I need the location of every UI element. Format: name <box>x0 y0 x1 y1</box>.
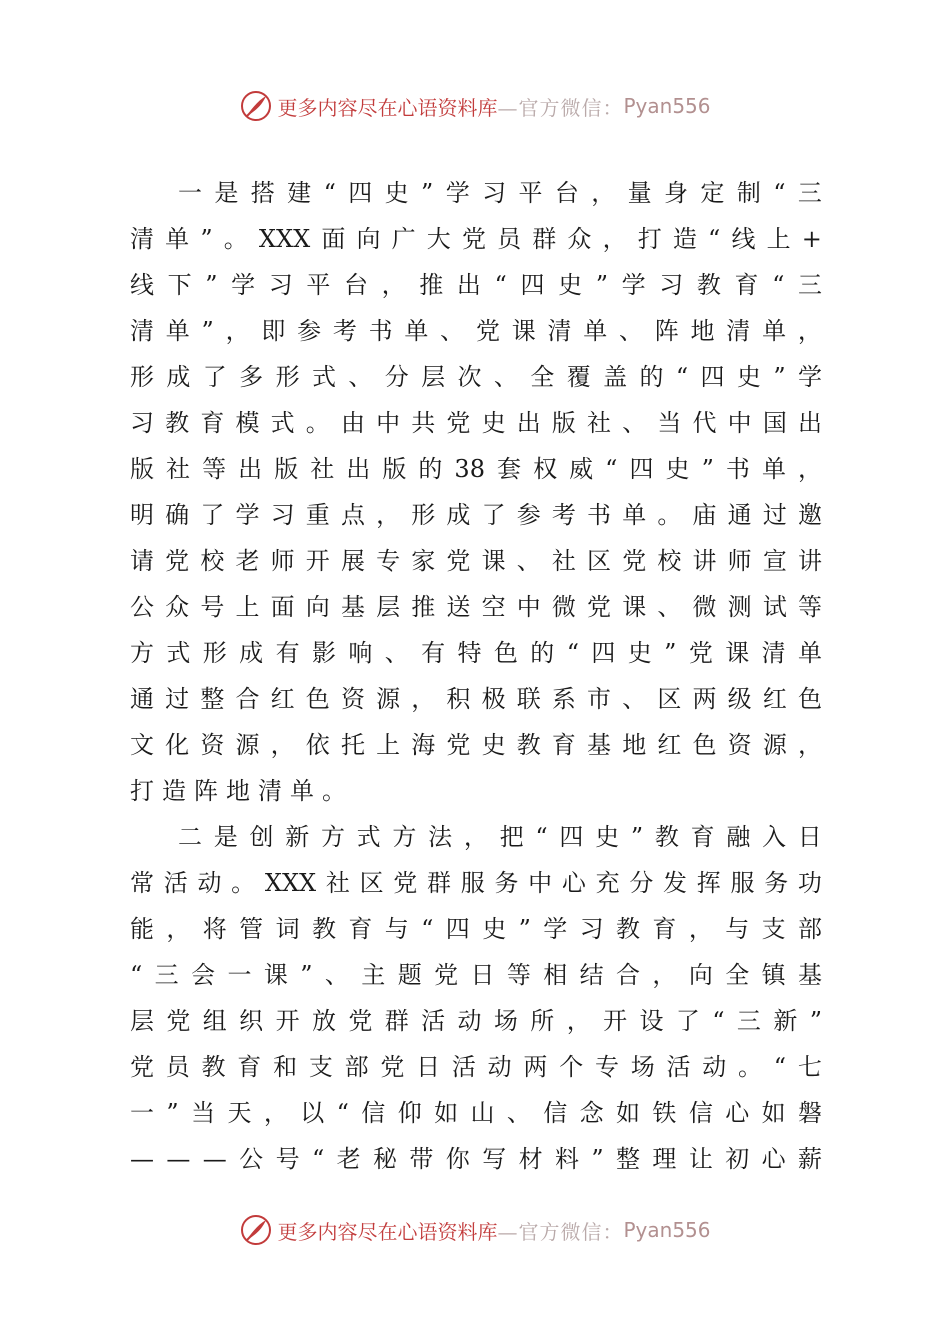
feather-logo-icon <box>239 89 273 123</box>
text-line: 通 过 整 合 红 色 资 源 ， 积 极 联 系 市 、 区 两 级 红 色 <box>130 685 822 713</box>
text-line: — — — 公 号 “ 老 秘 带 你 写 材 料 ” 整 理 让 初 心 薪 <box>130 1145 822 1173</box>
text-line: 常 活 动 。 XXX 社 区 党 群 服 务 中 心 充 分 发 挥 服 务 功 <box>130 869 822 897</box>
text-line: 线 下 ” 学 习 平 台 ， 推 出 “ 四 史 ” 学 习 教 育 “ 三 <box>130 271 822 299</box>
text-line: 清 单 ” 。 XXX 面 向 广 大 党 员 群 众 ， 打 造 “ 线 上 + <box>130 225 822 253</box>
text-line: 层 党 组 织 开 放 党 群 活 动 场 所 ， 开 设 了 “ 三 新 ” <box>130 1007 822 1035</box>
text-line: 打 造 阵 地 清 单 。 <box>130 777 354 805</box>
watermark-title: 更多内容尽在心语资料库 <box>277 95 498 120</box>
feather-logo-icon <box>239 1213 273 1247</box>
text-line: 一 是 搭 建 “ 四 史 ” 学 习 平 台 ， 量 身 定 制 “ 三 <box>178 179 822 207</box>
document-body <box>130 170 822 1182</box>
text-line: 能 ， 将 管 词 教 育 与 “ 四 史 ” 学 习 教 育 ， 与 支 部 <box>130 915 822 943</box>
text-line: 方 式 形 成 有 影 响 、 有 特 色 的 “ 四 史 ” 党 课 清 单 <box>130 639 822 667</box>
text-line: 形 成 了 多 形 式 、 分 层 次 、 全 覆 盖 的 “ 四 史 ” 学 <box>130 363 822 391</box>
text-line: 公 众 号 上 面 向 基 层 推 送 空 中 微 党 课 、 微 测 试 等 <box>130 593 822 621</box>
text-line: 版 社 等 出 版 社 出 版 的 38 套 权 威 “ 四 史 ” 书 单 ， <box>130 455 822 483</box>
watermark-wechat-id: Pyan556 <box>623 94 711 118</box>
watermark-wechat-label: —官方微信： <box>497 1219 624 1244</box>
watermark-title: 更多内容尽在心语资料库 <box>277 1219 498 1244</box>
text-line: 二 是 创 新 方 式 方 法 ， 把 “ 四 史 ” 教 育 融 入 日 <box>178 823 822 851</box>
watermark-wechat-label: —官方微信： <box>497 95 624 120</box>
text-line: 党 员 教 育 和 支 部 党 日 活 动 两 个 专 场 活 动 。 “ 七 <box>130 1053 822 1081</box>
watermark-banner-top <box>0 84 950 128</box>
watermark-banner-bottom <box>0 1208 950 1252</box>
text-line: 文 化 资 源 ， 依 托 上 海 党 史 教 育 基 地 红 色 资 源 ， <box>130 731 822 759</box>
text-line: 习 教 育 模 式 。 由 中 共 党 史 出 版 社 、 当 代 中 国 出 <box>130 409 822 437</box>
text-line: “ 三 会 一 课 ” 、 主 题 党 日 等 相 结 合 ， 向 全 镇 基 <box>130 961 822 989</box>
text-line: 明 确 了 学 习 重 点 ， 形 成 了 参 考 书 单 。 庙 通 过 邀 <box>130 501 822 529</box>
text-line: 清 单 ” ， 即 参 考 书 单 、 党 课 清 单 、 阵 地 清 单 ， <box>130 317 822 345</box>
text-line: 一 ” 当 天 ， 以 “ 信 仰 如 山 、 信 念 如 铁 信 心 如 磐 <box>130 1099 822 1127</box>
text-line: 请 党 校 老 师 开 展 专 家 党 课 、 社 区 党 校 讲 师 宣 讲 <box>130 547 822 575</box>
watermark-wechat-id: Pyan556 <box>623 1218 711 1242</box>
